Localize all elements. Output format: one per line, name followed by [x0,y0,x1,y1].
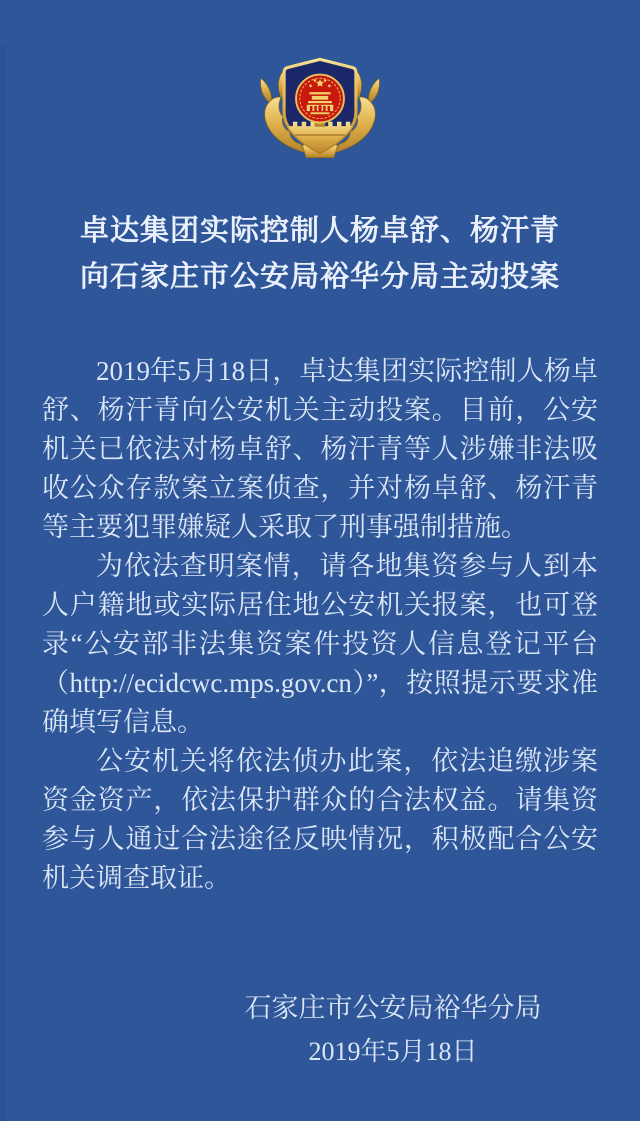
national-emblem-disc [296,75,344,123]
police-notice-poster [0,45,640,1121]
signature-block [243,986,543,1074]
signature-date: 2019年5月18日 [308,1037,478,1066]
left-edge-shade [0,45,6,1121]
notice-title-line-2: 向石家庄市公安局裕华分局主动投案 [79,261,560,293]
notice-body [0,352,640,898]
police-badge-icon [257,45,383,162]
signature-agency: 石家庄市公安局裕华分局 [244,993,542,1023]
notice-paragraph-1: 2019年5月18日，卓达集团实际控制人杨卓舒、杨汗青向公安机关主动投案。目前，公安机关已依法对杨卓舒、杨汗青等人涉嫌非法吸收公众存款案立案侦查，并对杨卓舒、杨汗青等主要犯罪嫌疑人采取了刑事强制措施。 [42,356,598,542]
notice-title [0,208,640,300]
notice-paragraph-3: 公安机关将依法侦办此案，依法追缴涉案资金资产，依法保护群众的合法权益。请集资参与人通过合法途径反映情况，积极配合公安机关调查取证。 [42,746,598,893]
notice-title-line-1: 卓达集团实际控制人杨卓舒、杨汗青 [79,215,560,247]
notice-paragraph-2: 为依法查明案情，请各地集资参与人到本人户籍地或实际居住地公安机关报案，也可登录“公安部非法集资案件投资人信息登记平台（http://ecidcwc.mps.gov.cn）”，按照提示要求准确填写信息。 [42,551,598,737]
